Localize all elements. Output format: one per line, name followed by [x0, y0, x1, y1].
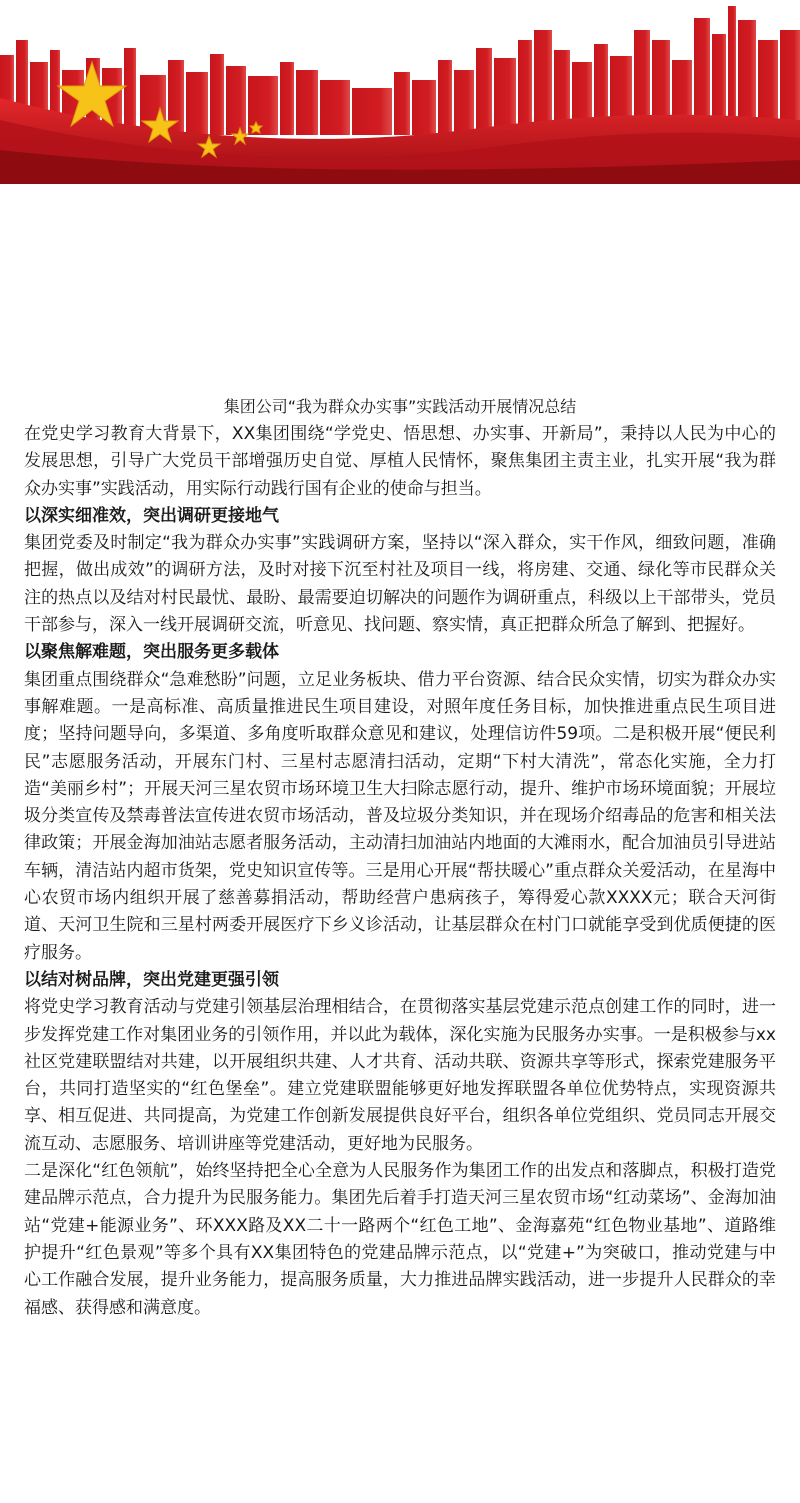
header-banner [0, 0, 800, 184]
section-3-body-part-2: 二是深化“红色领航”，始终坚持把全心全意为人民服务作为集团工作的出发点和落脚点，积极打造党建品牌示范点，合力提升为民服务能力。集团先后着手打造天河三星农贸市场“红动菜场”、金海加油站“党建+能源业务”、环XXX路及XX二十一路两个“红色工地”、金海嘉苑“红色物业基地”、道路维护提升“红色景观”等多个具有XX集团特色的党建品牌示范点，以“党建+”为突破口，推动党建与中心工作融合发展，提升业务能力，提高服务质量，大力推进品牌实践活动，进一步提升人民群众的幸福感、获得感和满意度。 [24, 1161, 776, 1318]
intro-paragraph: 在党史学习教育大背景下，XX集团围绕“学党史、悟思想、办实事、开新局”，秉持以人民为中心的发展思想，引导广大党员干部增强历史自觉、厚植人民情怀，聚焦集团主责主业，扎实开展“我为群众办实事”实践活动，用实际行动践行国有企业的使命与担当。 [24, 424, 776, 499]
section-3-heading: 以结对树品牌，突出党建更强引领 [24, 969, 279, 990]
section-3-body-part-1: 将党史学习教育活动与党建引领基层治理相结合，在贯彻落实基层党建示范点创建工作的同时，进一步发挥党建工作对集团业务的引领作用，并以此为载体，深化实施为民服务办实事。一是积极参与xx社区党建联盟结对共建，以开展组织共建、人才共育、活动共联、资源共享等形式，探索党建服务平台，共同打造坚实的“红色堡垒”。建立党建联盟能够更好地发挥联盟各单位优势特点，实现资源共享、相互促进、共同提高，为党建工作创新发展提供良好平台，组织各单位党组织、党员同志开展交流互动、志愿服务、培训讲座等党建活动，更好地为民服务。 [24, 997, 776, 1154]
document-title: 集团公司“我为群众办实事”实践活动开展情况总结 [223, 397, 577, 416]
section-1-body: 集团党委及时制定“我为群众办实事”实践调研方案，坚持以“深入群众，实干作风，细致问题，准确把握，做出成效”的调研方法，及时对接下沉至村社及项目一线，将房建、交通、绿化等市民群众关注的热点以及结对村民最忧、最盼、最需要迫切解决的问题作为调研重点，科级以上干部带头，党员干部参与，深入一线开展调研交流，听意见、找问题、察实情，真正把群众所急了解到、把握好。 [24, 533, 776, 636]
section-2-heading: 以聚焦解难题，突出服务更多载体 [24, 642, 279, 663]
document-body [24, 393, 776, 1322]
section-1-heading: 以深实细准效，突出调研更接地气 [24, 505, 279, 526]
section-2-body: 集团重点围绕群众“急难愁盼”问题，立足业务板块、借力平台资源、结合民众实情，切实为群众办实事解难题。一是高标准、高质量推进民生项目建设，对照年度任务目标，加快推进重点民生项目进度；坚持问题导向，多渠道、多角度听取群众意见和建议，处理信访件59项。二是积极开展“便民利民”志愿服务活动，开展东门村、三星村志愿清扫活动，定期“下村大清洗”，常态化实施，全力打造“美丽乡村”；开展天河三星农贸市场环境卫生大扫除志愿行动，提升、维护市场环境面貌；开展垃圾分类宣传及禁毒普法宣传进农贸市场活动，普及垃圾分类知识，并在现场介绍毒品的危害和相关法律政策；开展金海加油站志愿者服务活动，主动清扫加油站内地面的大滩雨水，配合加油员引导进站车辆，清洁站内超市货架，党史知识宣传等。三是用心开展“帮扶暖心”重点群众关爱活动，在星海中心农贸市场内组织开展了慈善募捐活动，帮助经营户患病孩子，筹得爱心款XXXX元；联合天河街道、天河卫生院和三星村两委开展医疗下乡义诊活动，让基层群众在村门口就能享受到优质便捷的医疗服务。 [24, 669, 776, 963]
